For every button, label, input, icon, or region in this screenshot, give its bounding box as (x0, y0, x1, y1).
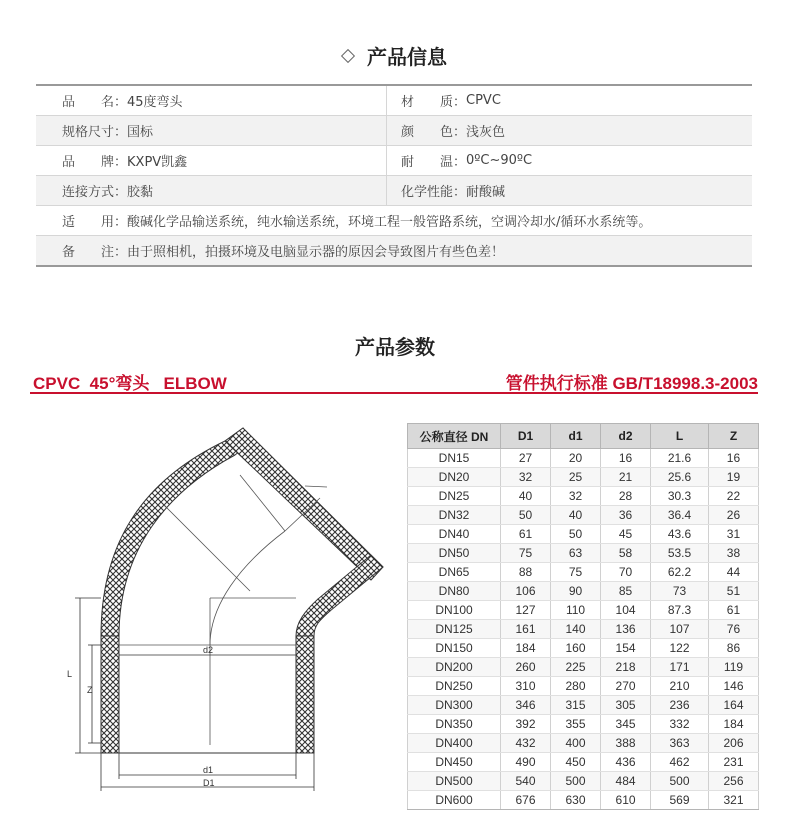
info-label: 连接方式： (62, 185, 128, 200)
spec-cell: 85 (601, 582, 651, 601)
spec-cell: 62.2 (651, 563, 709, 582)
diamond-icon (341, 48, 355, 62)
spec-cell: 58 (601, 544, 651, 563)
spec-cell: 225 (551, 658, 601, 677)
info-value: 酸碱化学品输送系统，纯水输送系统，环境工程一般管路系统，空调冷却水/循环水系统等。 (127, 215, 652, 230)
info-label: 材 质： (401, 95, 467, 110)
spec-cell: 106 (501, 582, 551, 601)
spec-cell: 44 (708, 563, 758, 582)
spec-row (408, 544, 759, 563)
spec-cell: 75 (551, 563, 601, 582)
spec-cell: 70 (601, 563, 651, 582)
spec-cell: 38 (708, 544, 758, 563)
info-value: 浅灰色 (466, 125, 506, 140)
spec-row (408, 449, 759, 468)
spec-row (408, 525, 759, 544)
info-label: 品 牌： (62, 155, 128, 170)
spec-row (408, 487, 759, 506)
spec-cell: DN40 (408, 525, 501, 544)
spec-cell: 119 (708, 658, 758, 677)
info-row (36, 86, 752, 116)
spec-cell: 22 (708, 487, 758, 506)
spec-cell: 484 (601, 772, 651, 791)
info-row (36, 236, 752, 265)
spec-cell: 76 (708, 620, 758, 639)
left-wall (101, 636, 119, 753)
dim-label-L: L (67, 669, 73, 679)
spec-table (407, 423, 759, 810)
spec-cell: 569 (651, 791, 709, 810)
elbow-technical-drawing (50, 415, 395, 805)
spec-cell: 28 (601, 487, 651, 506)
spec-cell: 392 (501, 715, 551, 734)
spec-cell: DN100 (408, 601, 501, 620)
spec-cell: 122 (651, 639, 709, 658)
spec-cell: DN80 (408, 582, 501, 601)
spec-cell: 21.6 (651, 449, 709, 468)
spec-cell: 27 (501, 449, 551, 468)
spec-cell: 87.3 (651, 601, 709, 620)
spec-cell: 236 (651, 696, 709, 715)
spec-cell: DN450 (408, 753, 501, 772)
spec-cell: 104 (601, 601, 651, 620)
spec-cell: 16 (601, 449, 651, 468)
info-value: 0ºC~90ºC (466, 153, 533, 168)
spec-cell: 21 (601, 468, 651, 487)
spec-row (408, 639, 759, 658)
info-value: 45度弯头 (127, 95, 183, 110)
spec-cell: 53.5 (651, 544, 709, 563)
spec-cell: 16 (708, 449, 758, 468)
spec-cell: 40 (501, 487, 551, 506)
spec-cell: 260 (501, 658, 551, 677)
spec-row (408, 753, 759, 772)
spec-cell: 160 (551, 639, 601, 658)
spec-row (408, 506, 759, 525)
spec-cell: 32 (551, 487, 601, 506)
info-value: 胶黏 (127, 185, 154, 200)
spec-body (408, 449, 759, 810)
spec-cell: 490 (501, 753, 551, 772)
spec-cell: 346 (501, 696, 551, 715)
spec-cell: 315 (551, 696, 601, 715)
spec-cell: 462 (651, 753, 709, 772)
spec-cell: DN25 (408, 487, 501, 506)
spec-cell: 210 (651, 677, 709, 696)
spec-cell: 500 (651, 772, 709, 791)
spec-cell: 51 (708, 582, 758, 601)
spec-cell: 164 (708, 696, 758, 715)
spec-cell: 305 (601, 696, 651, 715)
spec-cell: 30.3 (651, 487, 709, 506)
product-params-title: 产品参数 (355, 335, 435, 359)
info-label: 规格尺寸： (62, 125, 128, 140)
spec-cell: DN300 (408, 696, 501, 715)
product-model-heading: CPVC 45°弯头 ELBOW (33, 374, 227, 393)
spec-cell: 355 (551, 715, 601, 734)
spec-cell: DN600 (408, 791, 501, 810)
spec-cell: 26 (708, 506, 758, 525)
spec-cell: 310 (501, 677, 551, 696)
right-wall (296, 636, 314, 753)
spec-cell: 400 (551, 734, 601, 753)
dim-label-Z: Z (87, 685, 93, 695)
outer-bend-wall (101, 428, 250, 636)
spec-cell: 436 (601, 753, 651, 772)
spec-cell: 45 (601, 525, 651, 544)
spec-row (408, 658, 759, 677)
info-value: CPVC (466, 93, 501, 108)
spec-cell: 20 (551, 449, 601, 468)
params-heading-bar (30, 369, 758, 394)
spec-cell: DN125 (408, 620, 501, 639)
product-info-title: 产品信息 (0, 41, 790, 70)
info-value: 由于照相机，拍摄环境及电脑显示器的原因会导致图片有些色差！ (127, 245, 505, 260)
spec-cell: 32 (501, 468, 551, 487)
spec-cell: 110 (551, 601, 601, 620)
spec-header-row (408, 424, 759, 449)
spec-row (408, 468, 759, 487)
standard-heading: 管件执行标准 GB/T18998.3-2003 (505, 374, 758, 393)
spec-row (408, 582, 759, 601)
spec-cell: 270 (601, 677, 651, 696)
dim-label-d1: d1 (203, 765, 214, 775)
spec-row (408, 734, 759, 753)
spec-row (408, 620, 759, 639)
spec-cell: 184 (501, 639, 551, 658)
spec-cell: 61 (708, 601, 758, 620)
info-value: 国标 (127, 125, 154, 140)
spec-cell: DN65 (408, 563, 501, 582)
spec-cell: 36 (601, 506, 651, 525)
dim-label-D1: D1 (203, 778, 215, 788)
info-label: 耐 温： (401, 155, 467, 170)
spec-cell: 280 (551, 677, 601, 696)
spec-cell: 332 (651, 715, 709, 734)
spec-cell: 184 (708, 715, 758, 734)
spec-cell: 231 (708, 753, 758, 772)
info-label: 备 注： (62, 245, 128, 260)
col-header-Z: Z (708, 424, 758, 449)
info-label: 品 名： (62, 95, 128, 110)
spec-cell: 500 (551, 772, 601, 791)
spec-cell: 450 (551, 753, 601, 772)
spec-cell: 676 (501, 791, 551, 810)
spec-cell: 61 (501, 525, 551, 544)
spec-cell: 40 (551, 506, 601, 525)
spec-cell: 218 (601, 658, 651, 677)
spec-cell: DN32 (408, 506, 501, 525)
spec-cell: 610 (601, 791, 651, 810)
spec-cell: DN150 (408, 639, 501, 658)
spec-cell: 363 (651, 734, 709, 753)
spec-cell: DN200 (408, 658, 501, 677)
spec-cell: 206 (708, 734, 758, 753)
spec-cell: 75 (501, 544, 551, 563)
spec-row (408, 677, 759, 696)
spec-cell: 25 (551, 468, 601, 487)
info-label: 适 用： (62, 215, 128, 230)
spec-cell: 88 (501, 563, 551, 582)
spec-cell: 321 (708, 791, 758, 810)
spec-cell: 388 (601, 734, 651, 753)
info-row (36, 176, 752, 206)
spec-cell: 161 (501, 620, 551, 639)
col-header-L: L (651, 424, 709, 449)
info-row (36, 116, 752, 146)
spec-cell: DN250 (408, 677, 501, 696)
spec-cell: 50 (501, 506, 551, 525)
info-row (36, 146, 752, 176)
spec-cell: 127 (501, 601, 551, 620)
col-header-D1: D1 (501, 424, 551, 449)
spec-cell: 432 (501, 734, 551, 753)
info-value: KXPV凯鑫 (127, 155, 188, 170)
spec-cell: 540 (501, 772, 551, 791)
spec-cell: 86 (708, 639, 758, 658)
spec-row (408, 791, 759, 810)
info-label: 化学性能： (401, 185, 467, 200)
col-header-d1: d1 (551, 424, 601, 449)
spec-cell: DN20 (408, 468, 501, 487)
spec-cell: 171 (651, 658, 709, 677)
spec-row (408, 772, 759, 791)
spec-cell: DN15 (408, 449, 501, 468)
info-row (36, 206, 752, 236)
upper-socket-wall (225, 428, 383, 580)
info-value: 耐酸碱 (466, 185, 506, 200)
spec-row (408, 696, 759, 715)
spec-cell: 345 (601, 715, 651, 734)
spec-cell: 36.4 (651, 506, 709, 525)
spec-cell: 256 (708, 772, 758, 791)
info-label: 颜 色： (401, 125, 467, 140)
spec-row (408, 563, 759, 582)
spec-cell: 19 (708, 468, 758, 487)
dim-label-d2: d2 (203, 645, 214, 655)
spec-cell: 90 (551, 582, 601, 601)
spec-cell: DN50 (408, 544, 501, 563)
spec-cell: 63 (551, 544, 601, 563)
spec-cell: 73 (651, 582, 709, 601)
spec-cell: 25.6 (651, 468, 709, 487)
col-header-d2: d2 (601, 424, 651, 449)
spec-cell: 146 (708, 677, 758, 696)
spec-cell: DN500 (408, 772, 501, 791)
spec-cell: 43.6 (651, 525, 709, 544)
spec-cell: 154 (601, 639, 651, 658)
spec-cell: DN400 (408, 734, 501, 753)
spec-cell: 31 (708, 525, 758, 544)
spec-cell: 136 (601, 620, 651, 639)
spec-row (408, 715, 759, 734)
col-header-dn: 公称直径 DN (408, 424, 501, 449)
spec-cell: 107 (651, 620, 709, 639)
spec-cell: DN350 (408, 715, 501, 734)
spec-cell: 50 (551, 525, 601, 544)
product-info-table (36, 84, 752, 267)
spec-row (408, 601, 759, 620)
spec-cell: 630 (551, 791, 601, 810)
spec-cell: 140 (551, 620, 601, 639)
